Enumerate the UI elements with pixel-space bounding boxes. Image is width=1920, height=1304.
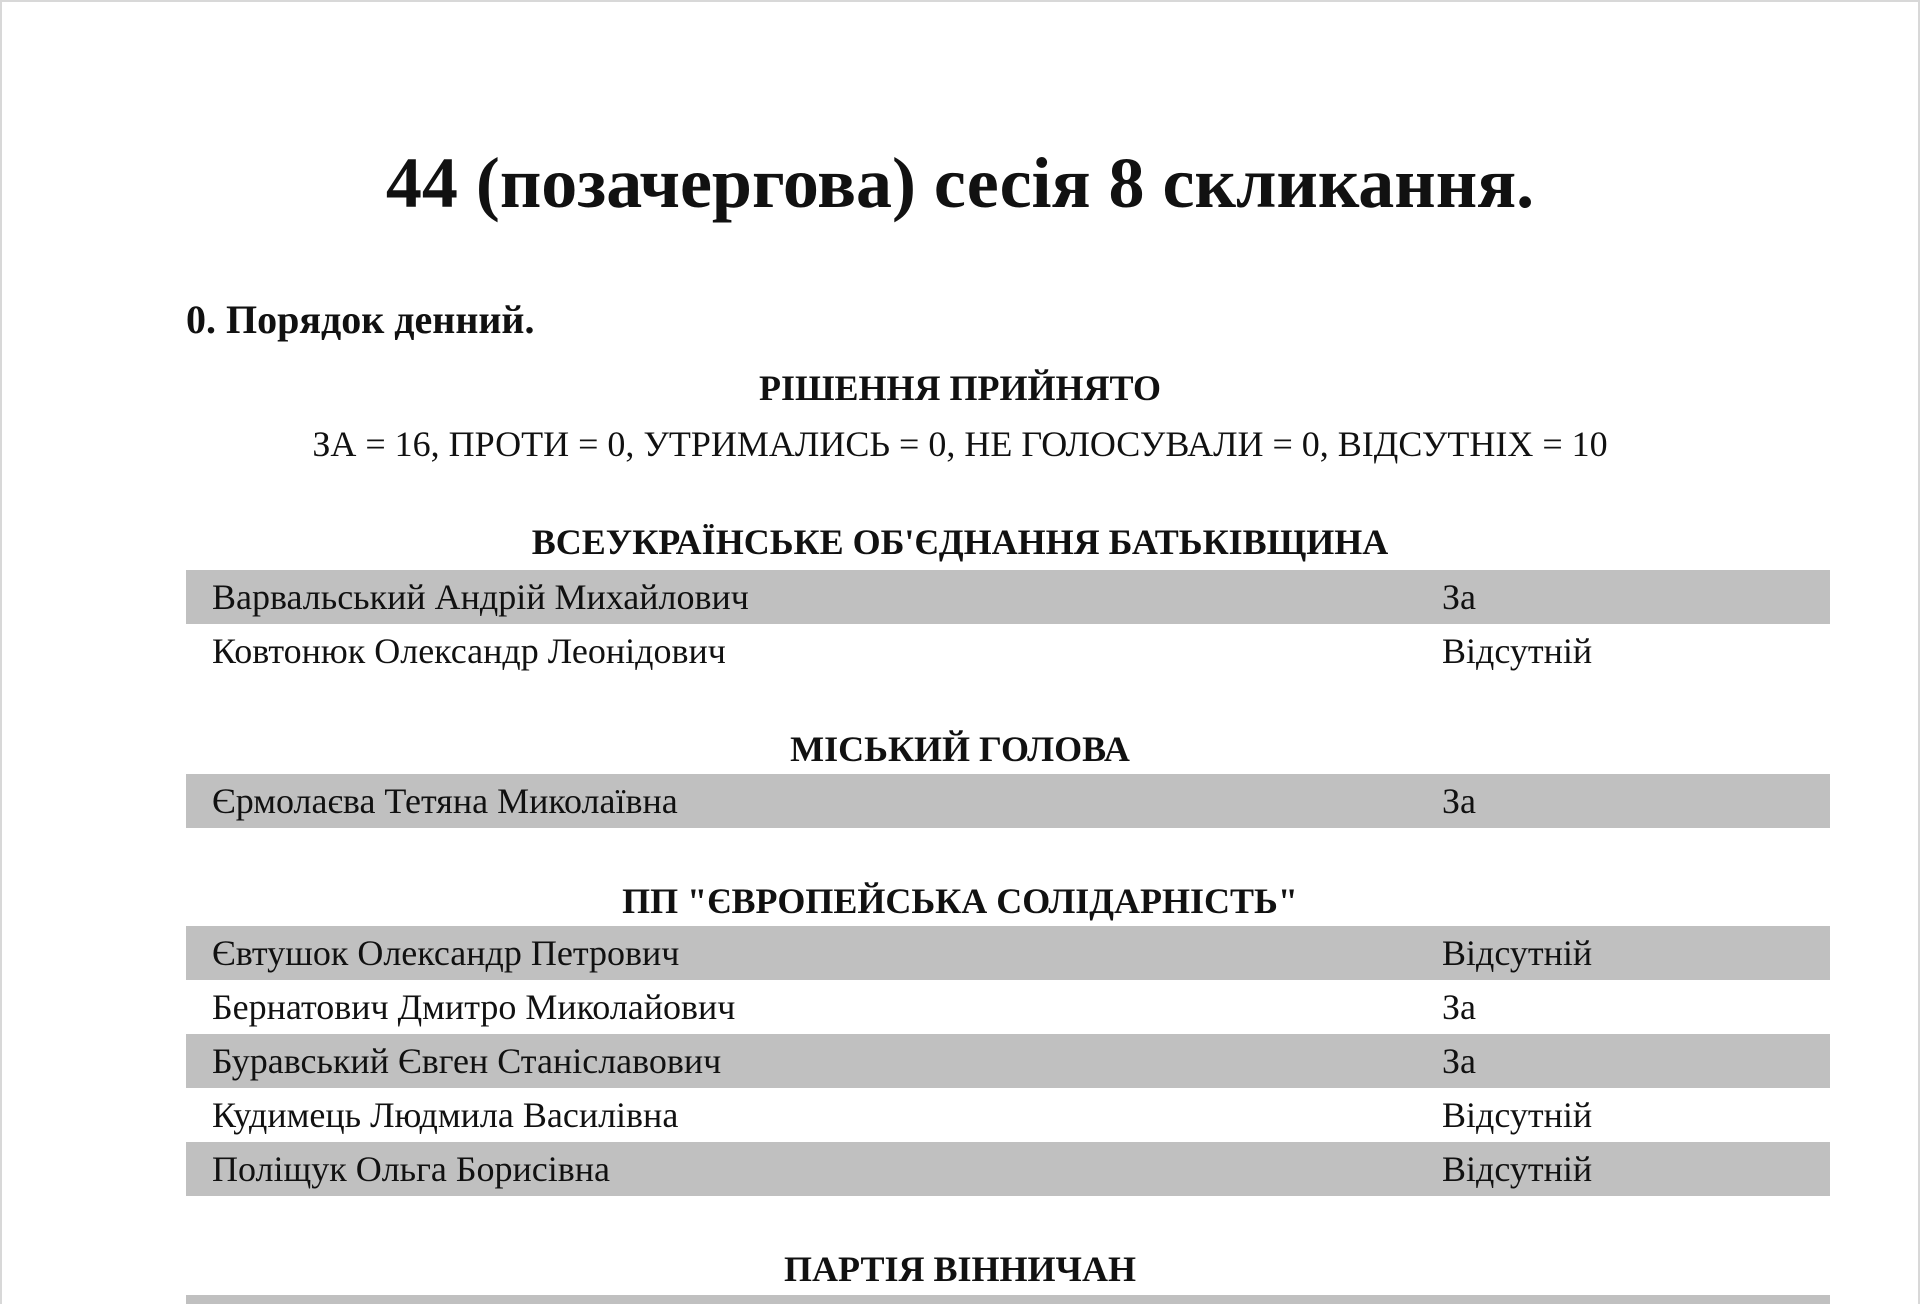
table-row [186,624,1830,678]
session-title: 44 (позачергова) сесія 8 скликання. [385,143,1535,223]
deputy-vote: За [1442,1041,1477,1081]
deputy-vote: За [1442,577,1477,617]
table-row [186,980,1830,1034]
table-row [186,926,1830,980]
vote-table-batkivshchyna [186,570,1830,678]
deputy-name: Буравський Євген Станіславович [212,1041,722,1081]
deputy-vote: Відсутній [1442,933,1593,973]
deputy-name: Ковтонюк Олександр Леонідович [212,631,726,671]
vote-tally: ЗА = 16, ПРОТИ = 0, УТРИМАЛИСЬ = 0, НЕ ГОЛОСУВАЛИ = 0, ВІДСУТНІХ = 10 [312,424,1608,464]
vote-table-mayor [186,774,1830,828]
deputy-name: Бернатович Дмитро Миколайович [212,987,736,1027]
deputy-name: Кудимець Людмила Василівна [212,1095,679,1135]
table-row [186,1142,1830,1196]
deputy-vote: Відсутній [1442,631,1593,671]
faction-heading-european-solidarity: ПП "ЄВРОПЕЙСЬКА СОЛІДАРНІСТЬ" [622,881,1298,921]
table-row [186,1088,1830,1142]
faction-heading-party-of-vinnychany: ПАРТІЯ ВІННИЧАН [784,1249,1136,1289]
table-row [186,774,1830,828]
deputy-name: Варвальський Андрій Михайлович [212,577,749,617]
table-row [186,570,1830,624]
table-row-partial [186,1295,1830,1304]
deputy-name: Євтушок Олександр Петрович [212,933,680,973]
table-row [186,1034,1830,1088]
deputy-name: Єрмолаєва Тетяна Миколаївна [212,781,678,821]
deputy-name: Поліщук Ольга Борисівна [212,1149,610,1189]
vote-table-european-solidarity [186,926,1830,1196]
agenda-item-title: 0. Порядок денний. [186,297,535,342]
deputy-vote: За [1442,781,1477,821]
deputy-vote: Відсутній [1442,1149,1593,1189]
deputy-vote: Відсутній [1442,1095,1593,1135]
faction-heading-mayor: МІСЬКИЙ ГОЛОВА [790,729,1130,769]
faction-heading-batkivshchyna: ВСЕУКРАЇНСЬКЕ ОБ'ЄДНАННЯ БАТЬКІВЩИНА [531,522,1389,562]
deputy-vote: За [1442,987,1477,1027]
decision-status: РІШЕННЯ ПРИЙНЯТО [758,368,1162,408]
